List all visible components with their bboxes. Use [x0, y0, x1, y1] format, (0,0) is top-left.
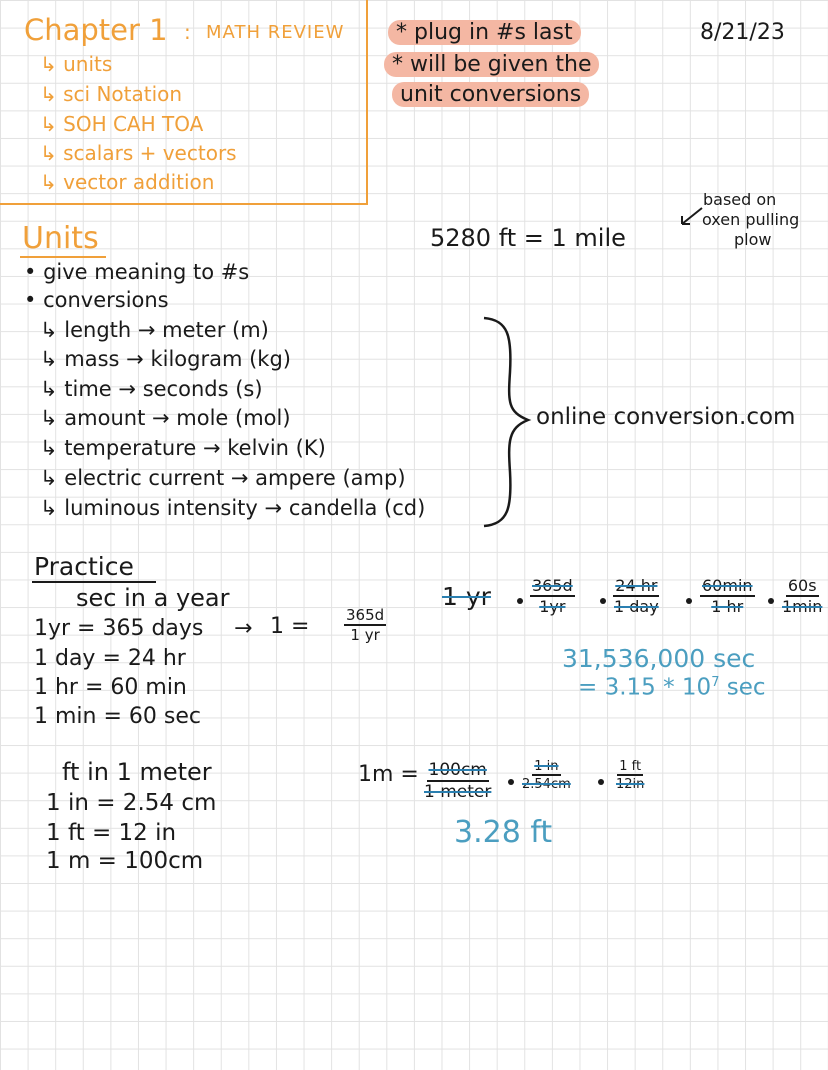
- bullet-item: • give meaning to #s: [24, 260, 250, 284]
- unity-fraction: $\frac{365d}{1 yr}$: [346, 606, 385, 644]
- note-plug-in-last: * plug in #s last: [388, 22, 581, 44]
- date: 8/21/23: [700, 20, 785, 45]
- mile-note-1: based on: [703, 190, 777, 209]
- given-line: 1 min = 60 sec: [34, 704, 201, 729]
- topic-item: ↳ SOH CAH TOA: [40, 112, 204, 136]
- problem1-title: sec in a year: [76, 584, 230, 612]
- times-dot: [508, 779, 514, 785]
- times-dot: [768, 598, 774, 604]
- topic-item: ↳ units: [40, 52, 113, 76]
- answer1: 31,536,000 sec: [562, 644, 756, 673]
- work2-fraction: $\frac{1 ft}{12in}$: [616, 759, 645, 792]
- times-dot: [598, 779, 604, 785]
- problem2-title: ft in 1 meter: [62, 758, 212, 786]
- work1-fraction: $\frac{365d}{1yr}$: [532, 576, 573, 616]
- times-dot: [517, 598, 523, 604]
- conversion-luminous: ↳ luminous intensity → candella (cd): [40, 496, 426, 520]
- conversion-amount: ↳ amount → mole (mol): [40, 406, 291, 430]
- curly-brace: [478, 312, 538, 532]
- topic-item: ↳ scalars + vectors: [40, 141, 237, 165]
- conversion-time: ↳ time → seconds (s): [40, 377, 263, 401]
- work2-fraction: 100cm 1 meter: [424, 760, 492, 802]
- work2-lead: 1m =: [358, 762, 419, 787]
- work1-lead: 1 yr: [442, 582, 491, 611]
- units-heading: Units: [22, 221, 99, 256]
- conversion-mass: ↳ mass → kilogram (kg): [40, 347, 291, 371]
- chapter-subtitle: MATH REVIEW: [206, 22, 345, 43]
- given-line: 1 m = 100cm: [46, 848, 204, 874]
- conversion-temperature: ↳ temperature → kelvin (K): [40, 436, 326, 460]
- practice-heading-underline: [32, 581, 156, 583]
- conversion-length: ↳ length → meter (m): [40, 318, 269, 342]
- practice-heading: Practice: [34, 552, 134, 581]
- answer2: 3.28 ft: [454, 815, 553, 850]
- times-dot: [600, 598, 606, 604]
- times-dot: [686, 598, 692, 604]
- note-unit-conversions: unit conversions: [392, 84, 589, 106]
- mile-note-2: oxen pulling: [702, 210, 800, 229]
- work2-fraction: $\frac{1 in}{2.54cm}$: [522, 759, 571, 792]
- topic-item: ↳ vector addition: [40, 170, 215, 194]
- work1-fraction: 60min 1 hr: [702, 576, 753, 616]
- chapter-title: Chapter 1: [24, 13, 168, 47]
- given-line: 1 ft = 12 in: [46, 820, 177, 846]
- mile-equation: 5280 ft = 1 mile: [430, 224, 626, 252]
- conversion-current: ↳ electric current → ampere (amp): [40, 466, 406, 490]
- bullet-item: • conversions: [24, 288, 169, 312]
- arrow-glyph: →: [234, 616, 253, 641]
- given-line: 1 in = 2.54 cm: [46, 790, 217, 816]
- unity-label: 1 =: [270, 614, 310, 639]
- mile-note-3: plow: [734, 230, 772, 249]
- website-text: online conversion.com: [536, 404, 796, 430]
- given-line: 1 day = 24 hr: [34, 646, 186, 671]
- work1-fraction: 60s 1min: [782, 576, 823, 616]
- chapter-colon: :: [184, 20, 191, 44]
- note-given: * will be given the: [384, 54, 599, 76]
- given-line: 1yr = 365 days: [34, 616, 204, 641]
- units-heading-underline: [20, 256, 106, 258]
- work1-fraction: 24 hr 1 day: [614, 576, 659, 616]
- topic-item: ↳ sci Notation: [40, 82, 183, 106]
- answer1-sci: = $3.15 * 10^7$ sec: [578, 674, 766, 701]
- given-line: 1 hr = 60 min: [34, 675, 187, 700]
